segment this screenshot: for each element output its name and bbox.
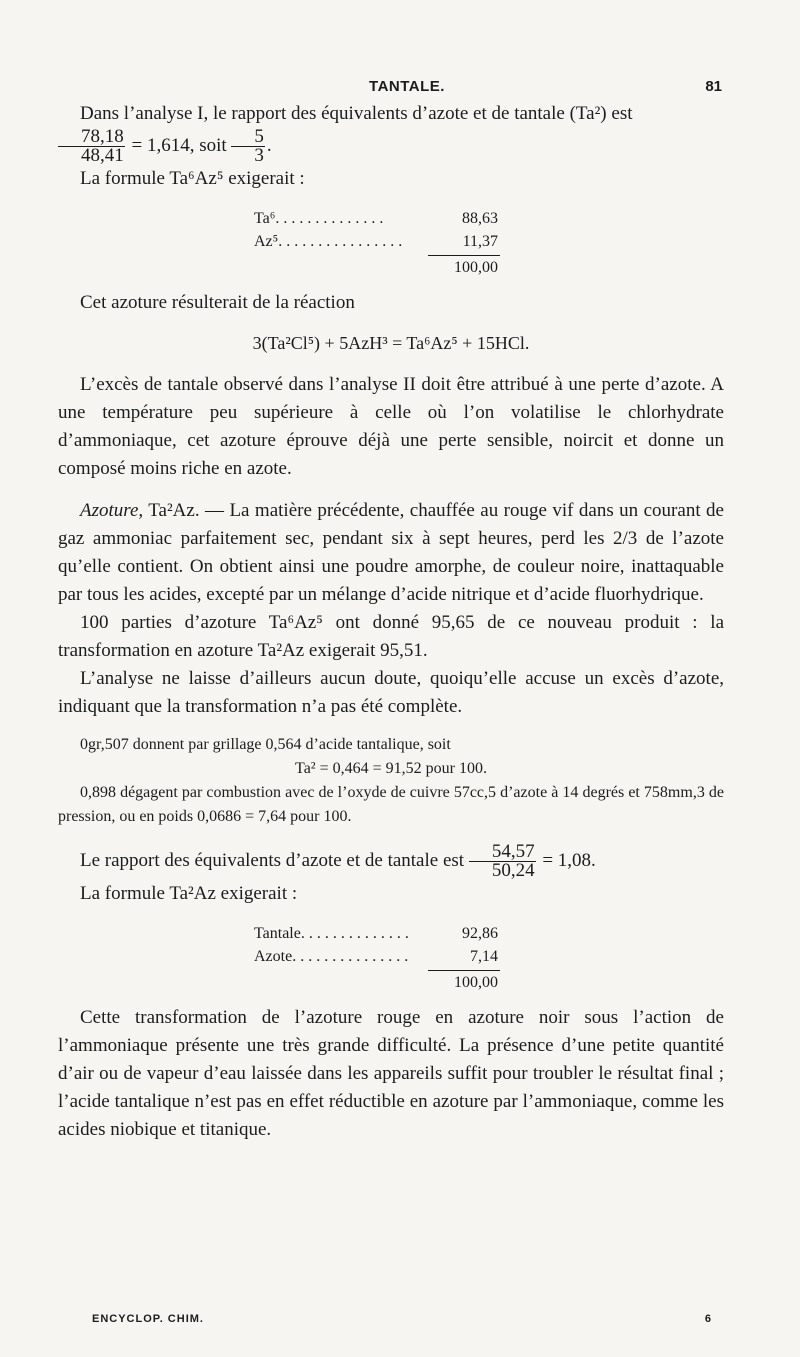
fraction-numerator: 78,18 <box>58 128 125 147</box>
section-formula: Ta²Az. — <box>143 500 230 521</box>
table-row <box>254 945 724 968</box>
paragraph-text: Dans l’analyse I, le rapport des équivalents d’azote et de tantale (Ta²) est <box>80 103 633 124</box>
ratio-result: = 1,08. <box>537 849 596 871</box>
row-label: Azote. . . . . . . . . . . . . . . <box>254 948 409 965</box>
table-row <box>254 230 724 253</box>
row-label: Ta⁶. . . . . . . . . . . . . . <box>254 210 384 227</box>
fraction-numerator: 5 <box>231 128 265 147</box>
measurement-ta2-result: Ta² = 0,464 = 91,52 pour 100. <box>295 760 487 777</box>
paragraph-analysis-doubt: L’analyse ne laisse d’ailleurs aucun doute, quoiqu’elle accuse un excès d’azote, indiquant que la transformation n’a pas été complète. <box>58 668 724 717</box>
paragraph-text: La matière précédente, chauffée au rouge vif dans un courant de gaz ammoniac parfaitement sec, pendant six à sept heures, perd les 2/3 de l’azote qu’elle contient. On obtient ainsi une poudre amorphe, de couleur noire, inattaquable par tous les acides, excepté par un mélange d’acide nitrique et d’acide fluorhydrique. <box>58 500 724 605</box>
footer-collection: ENCYCLOP. CHIM. <box>92 1313 204 1325</box>
fraction-ratio <box>469 843 536 880</box>
signature-mark: 6 <box>704 1313 712 1325</box>
paragraph-azoture-ta2az <box>58 497 724 609</box>
punctuation: . <box>266 134 272 156</box>
reaction-equation: 3(Ta²Cl⁵) + 5AzH³ = Ta⁶Az⁵ + 15HCl. <box>252 333 530 353</box>
paragraph-excess-tantale: L’excès de tantale observé dans l’analyse II doit être attribué à une perte d’azote. A une température peu supérieure à celle où l’on volatilise le chlorhydrate d’ammoniaque, cet azoture éprouve déjà une perte sensible, noircit et donne un composé moins riche en azote. <box>58 374 724 479</box>
page-number: 81 <box>705 78 722 95</box>
page-footer <box>92 1313 712 1325</box>
reaction-intro: Cet azoture résulterait de la réaction <box>80 292 355 313</box>
paragraph-analysis-ratio <box>58 100 724 165</box>
fraction-numerator: 54,57 <box>469 843 536 862</box>
row-label: Az⁵. . . . . . . . . . . . . . . . <box>254 233 403 250</box>
table-row <box>254 207 724 230</box>
table-total: 100,00 <box>454 974 498 991</box>
ratio-result: = 1,614, soit <box>126 134 232 156</box>
composition-table-ta6az5 <box>254 207 724 279</box>
measurement-tantalic-acid: 0gr,507 donnent par grillage 0,564 d’acide tantalique, soit <box>80 736 451 753</box>
fraction-denominator: 48,41 <box>81 145 124 166</box>
running-title: TANTALE. <box>369 78 445 95</box>
paragraph-text: Le rapport des équivalents d’azote et de tantale est <box>80 849 469 871</box>
section-title: Azoture, <box>80 500 144 521</box>
table-row <box>254 922 724 945</box>
row-label: Tantale. . . . . . . . . . . . . . <box>254 925 409 942</box>
row-value: 88,63 <box>462 210 498 227</box>
page-header <box>92 78 722 102</box>
paragraph-equivalent-ratio <box>58 843 724 880</box>
page-body <box>58 100 724 1144</box>
row-value: 7,14 <box>470 948 498 965</box>
measurement-nitrogen: 0,898 dégagent par combustion avec de l’oxyde de cuivre 57cc,5 d’azote à 14 degrés et 758mm,3 de pression, ou en poids 0,0686 = 7,64 pour 100. <box>58 784 724 825</box>
formula-intro: La formule Ta⁶Az⁵ exigerait : <box>80 168 305 189</box>
fraction-denominator: 3 <box>254 145 264 166</box>
fraction-simplified <box>231 128 265 165</box>
paragraph-100-parts: 100 parties d’azoture Ta⁶Az⁵ ont donné 95,65 de ce nouveau produit : la transformation en azoture Ta²Az exigerait 95,51. <box>58 612 724 661</box>
table-total: 100,00 <box>454 259 498 276</box>
row-value: 11,37 <box>462 233 498 250</box>
fraction-ratio <box>58 128 125 165</box>
formula-intro: La formule Ta²Az exigerait : <box>80 883 298 904</box>
fraction-denominator: 50,24 <box>491 860 535 881</box>
row-value: 92,86 <box>462 925 498 942</box>
paragraph-transformation: Cette transformation de l’azoture rouge en azoture noir sous l’action de l’ammoniaque présente une très grande difficulté. La présence d’une petite quantité d’air ou de vapeur d’eau laissée dans les appareils suffit pour troubler le résultat final ; l’acide tantalique n’est pas en effet réductible en azoture par l’ammoniaque, comme les acides niobique et titanique. <box>58 1007 724 1140</box>
composition-table-ta2az <box>254 922 724 994</box>
